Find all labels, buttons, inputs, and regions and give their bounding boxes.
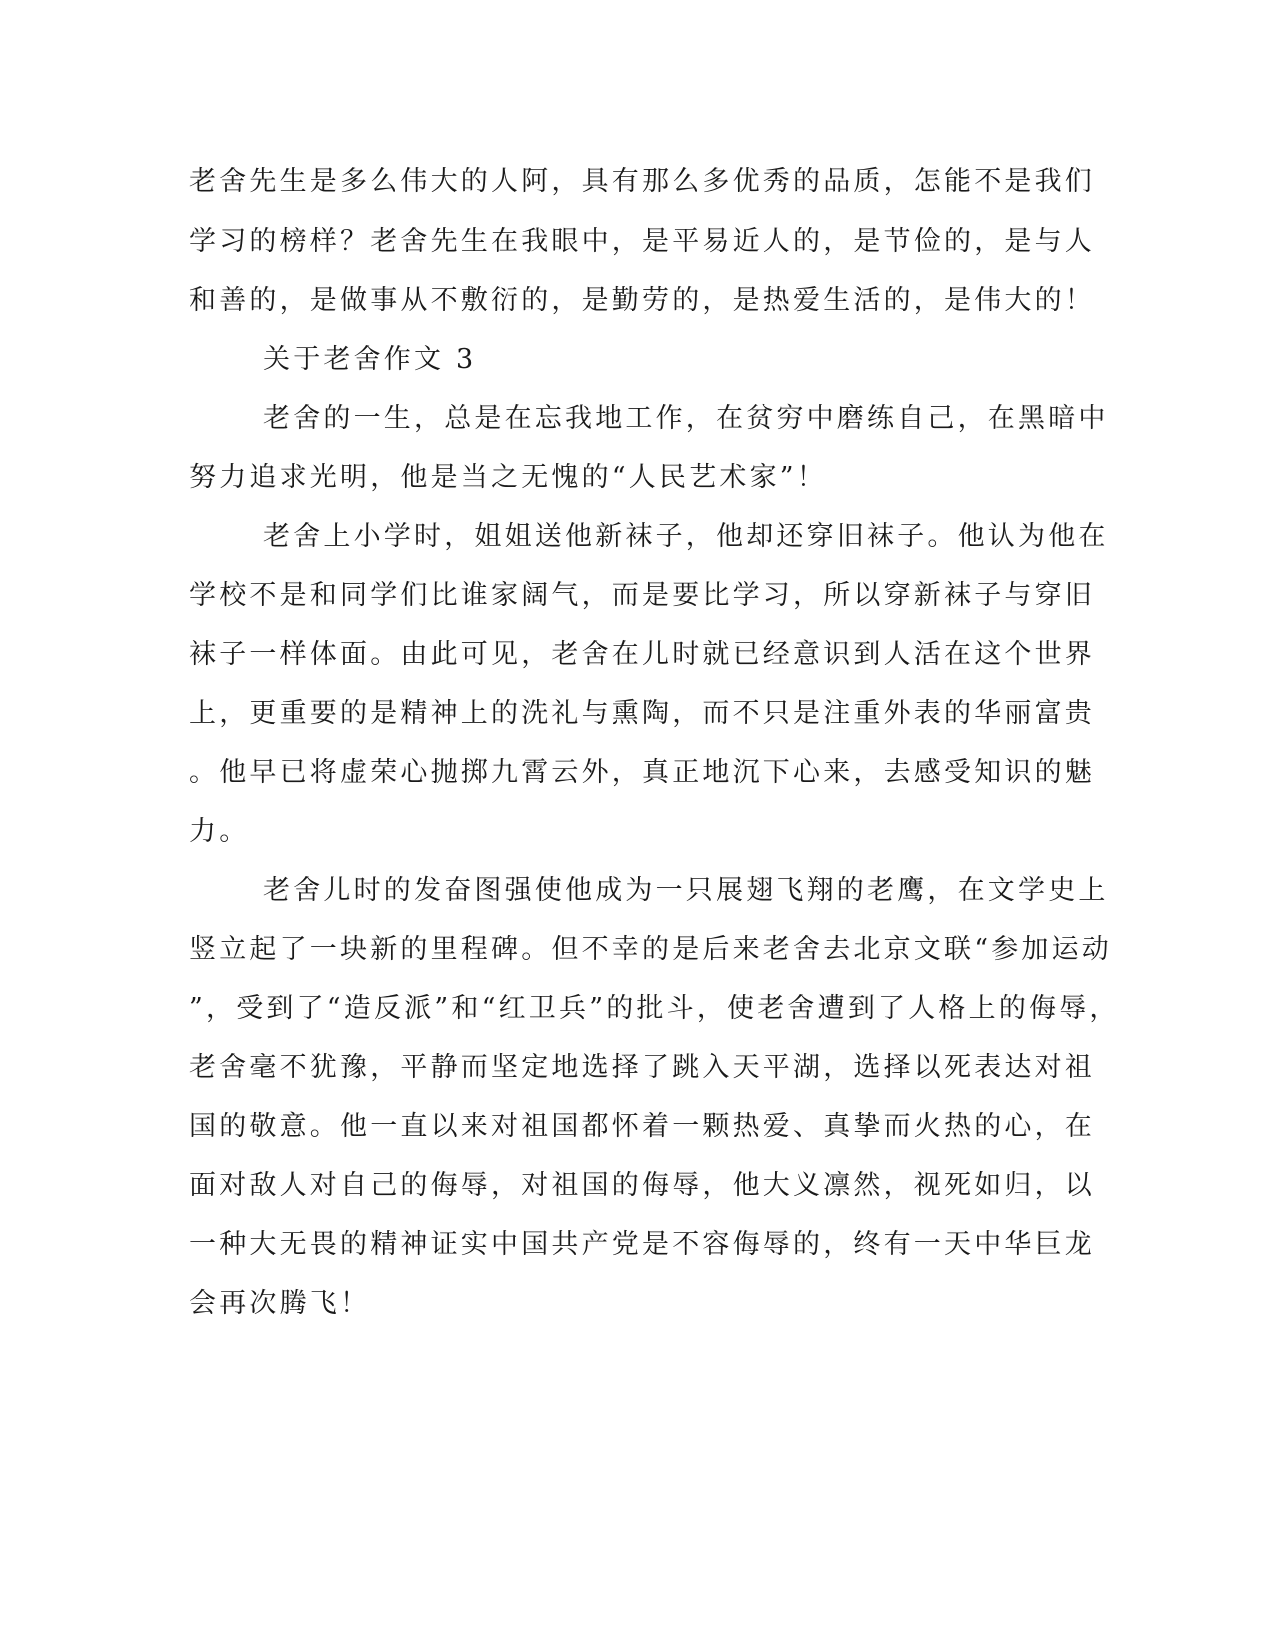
- text-line: 面对敌人对自己的侮辱，对祖国的侮辱，他大义凛然，视死如归，以: [189, 1170, 1095, 1201]
- text-line: 学校不是和同学们比谁家阔气，而是要比学习，所以穿新袜子与穿旧: [189, 580, 1095, 611]
- text-line: 一种大无畏的精神证实中国共产党是不容侮辱的，终有一天中华巨龙: [189, 1229, 1095, 1260]
- text-line: 努力追求光明，他是当之无愧的“人民艺术家”！: [189, 462, 828, 493]
- text-line: 学习的榜样？老舍先生在我眼中，是平易近人的，是节俭的，是与人: [189, 226, 1095, 257]
- text-line: 会再次腾飞！: [189, 1288, 371, 1319]
- section-heading: 关于老舍作文 3: [263, 344, 477, 375]
- text-line: 。他早已将虚荣心抛掷九霄云外，真正地沉下心来，去感受知识的魅: [189, 757, 1095, 788]
- text-line: 老舍上小学时，姐姐送他新袜子，他却还穿旧袜子。他认为他在: [263, 521, 1109, 552]
- text-line: ”，受到了“造反派”和“红卫兵”的批斗，使老舍遭到了人格上的侮辱，: [189, 993, 1120, 1024]
- text-line: 和善的，是做事从不敷衍的，是勤劳的，是热爱生活的，是伟大的！: [189, 285, 1095, 316]
- text-line: 老舍的一生，总是在忘我地工作，在贫穷中磨练自己，在黑暗中: [263, 403, 1109, 434]
- text-line: 竖立起了一块新的里程碑。但不幸的是后来老舍去北京文联“参加运动: [189, 934, 1113, 965]
- text-line: 老舍毫不犹豫，平静而坚定地选择了跳入天平湖，选择以死表达对祖: [189, 1052, 1095, 1083]
- text-line: 老舍先生是多么伟大的人阿，具有那么多优秀的品质，怎能不是我们: [189, 166, 1095, 197]
- text-line: 上，更重要的是精神上的洗礼与熏陶，而不只是注重外表的华丽富贵: [189, 698, 1095, 729]
- text-line: 国的敬意。他一直以来对祖国都怀着一颗热爱、真挚而火热的心，在: [189, 1111, 1095, 1142]
- text-line: 袜子一样体面。由此可见，老舍在儿时就已经意识到人活在这个世界: [189, 639, 1095, 670]
- text-line: 老舍儿时的发奋图强使他成为一只展翅飞翔的老鹰，在文学史上: [263, 875, 1109, 906]
- text-line: 力。: [189, 816, 250, 847]
